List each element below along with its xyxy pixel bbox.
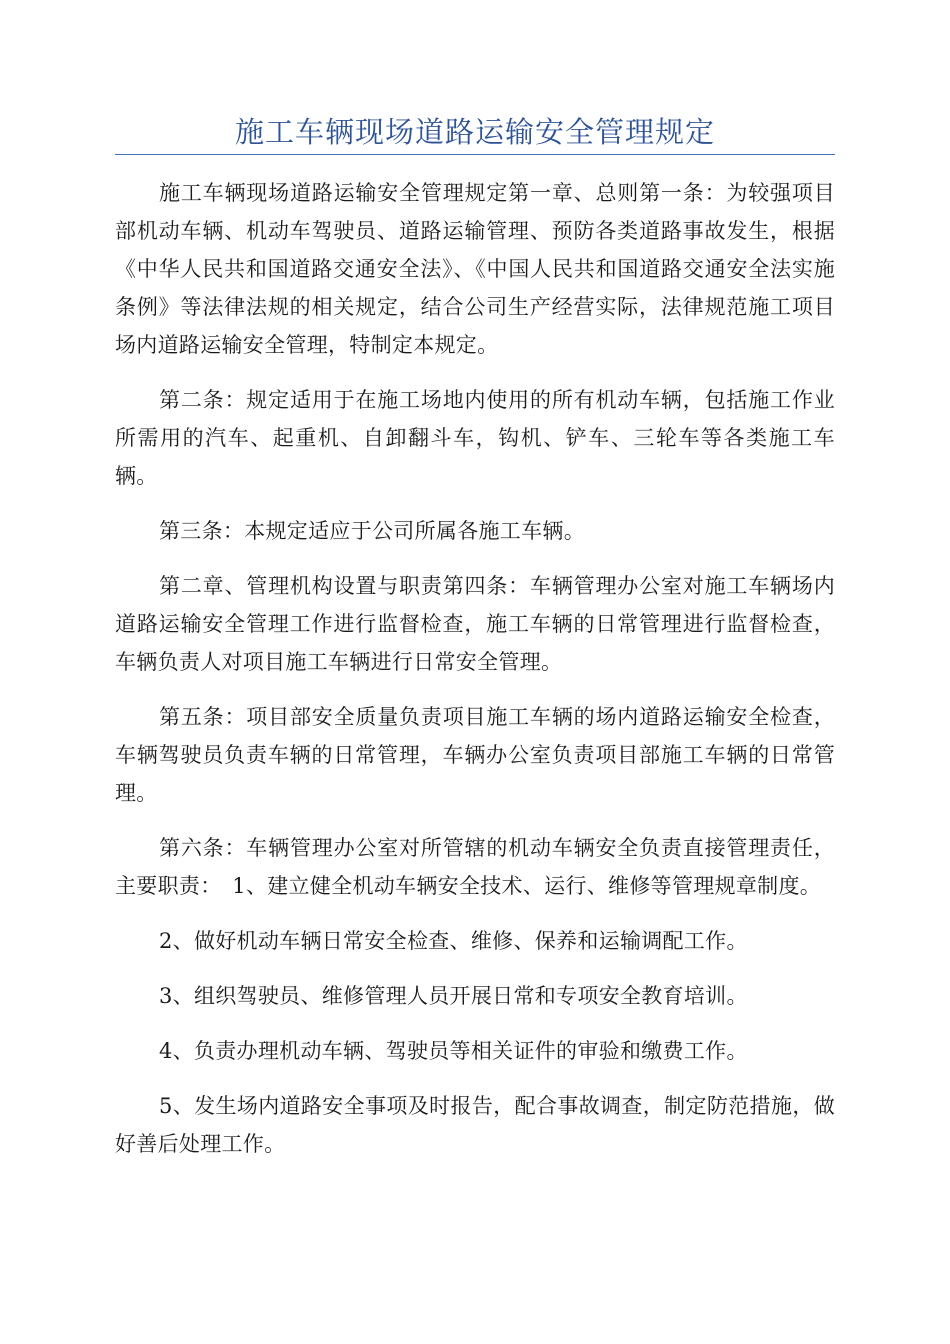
paragraph-article-2: 第二条：规定适用于在施工场地内使用的所有机动车辆，包括施工作业所需用的汽车、起重机、自卸翻斗车，钩机、铲车、三轮车等各类施工车辆。 bbox=[115, 388, 835, 488]
paragraph-duty-4: 4、负责办理机动车辆、驾驶员等相关证件的审验和缴费工作。 bbox=[159, 1039, 748, 1063]
paragraph-article-5: 第五条：项目部安全质量负责项目施工车辆的场内道路运输安全检查，车辆驾驶员负责车辆的日常管理，车辆办公室负责项目部施工车辆的日常管理。 bbox=[115, 705, 835, 805]
title-underline bbox=[115, 154, 835, 155]
document-title: 施工车辆现场道路运输安全管理规定 bbox=[234, 115, 715, 149]
paragraph-article-1: 施工车辆现场道路运输安全管理规定第一章、总则第一条：为较强项目部机动车辆、机动车驾驶员、道路运输管理、预防各类道路事故发生，根据《中华人民共和国道路交通安全法》、《中国人民共和国道路交通安全法实施条例》等法律法规的相关规定，结合公司生产经营实际，法律规范施工项目场内道路运输安全管理，特制定本规定。 bbox=[115, 181, 835, 357]
paragraph-duty-2: 2、做好机动车辆日常安全检查、维修、保养和运输调配工作。 bbox=[159, 929, 748, 953]
paragraph-duty-5: 5、发生场内道路安全事项及时报告，配合事故调查，制定防范措施，做好善后处理工作。 bbox=[115, 1094, 835, 1156]
paragraph-article-4: 第二章、管理机构设置与职责第四条：车辆管理办公室对施工车辆场内道路运输安全管理工作进行监督检查，施工车辆的日常管理进行监督检查，车辆负责人对项目施工车辆进行日常安全管理。 bbox=[115, 574, 835, 674]
document-body bbox=[115, 174, 835, 1180]
paragraph-article-6: 第六条：车辆管理办公室对所管辖的机动车辆安全负责直接管理责任，主要职责： 1、建立健全机动车辆安全技术、运行、维修等管理规章制度。 bbox=[115, 836, 835, 898]
paragraph-article-3: 第三条：本规定适应于公司所属各施工车辆。 bbox=[159, 519, 585, 543]
paragraph-duty-3: 3、组织驾驶员、维修管理人员开展日常和专项安全教育培训。 bbox=[159, 984, 748, 1008]
